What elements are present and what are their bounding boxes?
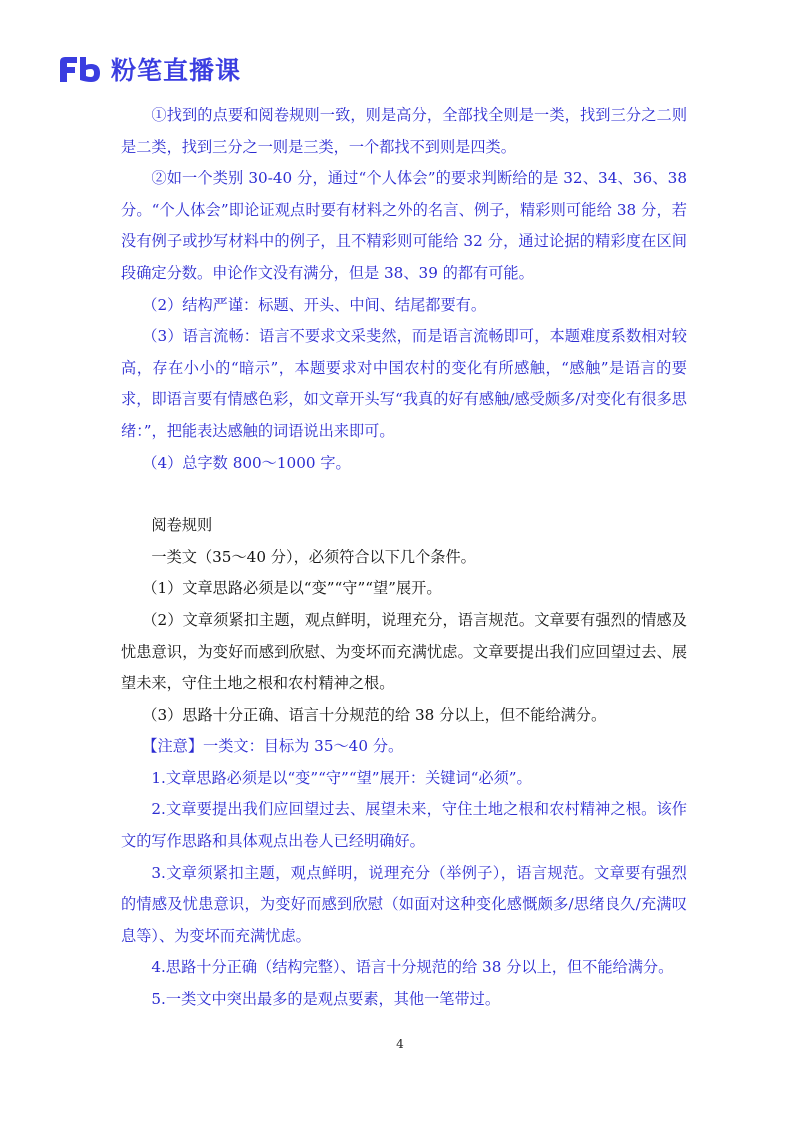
paragraph: （3）思路十分正确、语言十分规范的给 38 分以上，但不能给满分。 (142, 705, 607, 724)
scoring-explanation (121, 100, 687, 479)
paragraph: ①找到的点要和阅卷规则一致，则是高分，全部找全则是一类，找到三分之二则是二类，找到三分之一则是三类，一个都找不到则是四类。 (121, 106, 687, 156)
paragraph: （2）文章须紧扣主题，观点鲜明，说理充分，语言规范。文章要有强烈的情感及忧患意识，为变好而感到欣慰、为变坏而充满忧虑。文章要提出我们应回望过去、展望未来，守住土地之根和农村精神之根。 (121, 610, 687, 693)
paragraph: （3）语言流畅：语言不要求文采斐然，而是语言流畅即可，本题难度系数相对较高，存在小小的“暗示”，本题要求对中国农村的变化有所感触，“感触”是语言的要求，即语言要有情感色彩，如文章开头写“我真的好有感触/感受颇多/对变化有很多思绪：”，把能表达感触的词语说出来即可。 (121, 327, 687, 440)
paragraph: ②如一个类别 30-40 分，通过“个人体会”的要求判断给的是 32、34、36、38 分。“个人体会”即论证观点时要有材料之外的名言、例子，精彩则可能给 38 分，若没有例子或抄写材料中的例子，且不精彩则可能给 32 分，通过论据的精彩度在区间段确定分数。申论作文没有满分，但是 38、39 的都有可能。 (121, 169, 687, 282)
note-item: 1.文章思路必须是以“变”“守”“望”展开：关键词“必须”。 (151, 768, 532, 787)
document-body (121, 100, 687, 1016)
paragraph: （2）结构严谨：标题、开头、中间、结尾都要有。 (142, 295, 487, 314)
brand-logo (57, 52, 241, 86)
page-number: 4 (396, 1037, 404, 1051)
fb-logo-icon (57, 54, 103, 84)
paragraph: （4）总字数 800～1000 字。 (142, 453, 351, 472)
note-item: 5.一类文中突出最多的是观点要素，其他一笔带过。 (151, 990, 501, 1009)
paragraph: 一类文（35～40 分），必须符合以下几个条件。 (151, 547, 476, 566)
brand-name: 粉笔直播课 (111, 56, 242, 85)
paragraph: （1）文章思路必须是以“变”“守”“望”展开。 (142, 579, 442, 598)
spacer (121, 479, 687, 510)
note-title: 【注意】一类文：目标为 35～40 分。 (142, 737, 404, 756)
note-section (121, 731, 687, 1015)
grading-rules (121, 510, 687, 731)
note-item: 4.思路十分正确（结构完整）、语言十分规范的给 38 分以上，但不能给满分。 (151, 958, 674, 977)
note-item: 3.文章须紧扣主题，观点鲜明，说理充分（举例子），语言规范。文章要有强烈的情感及忧患意识，为变好而感到欣慰（如面对这种变化感慨颇多/思绪良久/充满叹息等）、为变坏而充满忧虑。 (121, 863, 687, 945)
section-title: 阅卷规则 (151, 516, 213, 535)
note-item: 2.文章要提出我们应回望过去、展望未来，守住土地之根和农村精神之根。该作文的写作思路和具体观点出卷人已经明确好。 (121, 800, 687, 851)
